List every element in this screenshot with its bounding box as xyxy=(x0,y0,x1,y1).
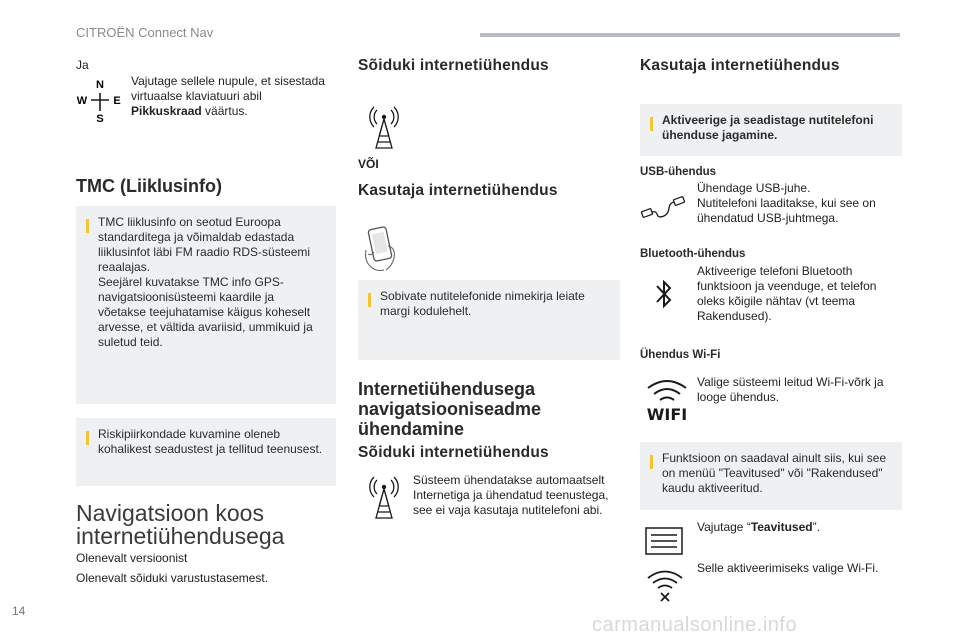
share-connection-box xyxy=(640,104,902,156)
bluetooth-label: Bluetooth-ühendus xyxy=(640,248,746,260)
header-divider xyxy=(480,33,900,37)
note-marker xyxy=(650,455,653,469)
function-availability-text: Funktsioon on saadaval ainult siis, kui see on menüü "Teavitused" või "Rakendused" kaudu aktiveeritud. xyxy=(662,451,887,495)
smartphone-hand-icon xyxy=(362,224,402,274)
vehicle-connection-heading-2: Sõiduki internetiühendus xyxy=(358,444,549,461)
compass-n: N xyxy=(96,79,104,91)
connecting-nav-heading: Internetiühendusega navigatsiooniseadme ühendamine xyxy=(358,379,542,439)
equipment-note: Olenevalt sõiduki varustustasemest. xyxy=(76,571,269,585)
note-marker xyxy=(650,117,653,131)
risk-zones-box xyxy=(76,418,336,486)
compass-s: S xyxy=(96,113,104,124)
connected-nav-heading: Navigatsioon koos internetiühendusega xyxy=(76,500,285,549)
ja-text: Ja xyxy=(76,58,89,72)
usb-label: USB-ühendus xyxy=(640,166,717,178)
antenna-icon-2 xyxy=(366,474,402,520)
note-marker xyxy=(86,431,89,445)
compatible-phones-box xyxy=(358,280,620,360)
user-connection-heading: Kasutaja internetiühendus xyxy=(358,182,558,199)
bluetooth-text: Aktiveerige telefoni Bluetooth funktsioon ja veenduge, et telefon oleks kõigile nähtav (vt teema Rakendused). xyxy=(697,264,877,323)
compass-icon xyxy=(76,76,124,124)
tmc-info-text: TMC liiklusinfo on seotud Euroopa standarditega ja võimaldab edastada liiklusinfot läbi FM raadio RDS-süsteemi reaalajas. Seejärel kuvatakse TMC info GPS- navigatsioonisüsteemi kaardile ja võetakse teejuhatamise käigus koheselt arvesse, et vältida avariisid, ummikuid ja suletud teid. xyxy=(98,215,313,349)
vehicle-connection-heading: Sõiduki internetiühendus xyxy=(358,57,549,74)
share-connection-text: Aktiveerige ja seadistage nutitelefoni ühenduse jagamine. xyxy=(662,113,874,142)
risk-zones-text: Riskipiirkondade kuvamine oleneb kohalikest seadustest ja tellitud teenusest. xyxy=(98,427,323,456)
wifi-text: Valige süsteemi leitud Wi-Fi-võrk ja looge ühendus. xyxy=(697,375,884,404)
version-note: Olenevalt versioonist xyxy=(76,551,188,565)
note-marker xyxy=(368,293,371,307)
compass-w: W xyxy=(76,95,88,107)
wifi-icon-label: WIFI xyxy=(646,405,688,422)
vehicle-connection-text: Süsteem ühendatakse automaatselt Internetiga ja ühendatud teenustega, see ei vaja kasutaja nutitelefoni abi. xyxy=(413,473,609,517)
notifications-text: Vajutage “Teavitused”. xyxy=(697,520,820,534)
or-label: VÕI xyxy=(358,157,379,171)
note-marker xyxy=(86,219,89,233)
compatible-phones-text: Sobivate nutitelefonide nimekirja leiate margi kodulehelt. xyxy=(380,289,585,318)
watermark: carmanualsonline.info xyxy=(592,614,798,636)
tmc-info-box xyxy=(76,206,336,404)
wifi-off-icon xyxy=(645,568,685,602)
manual-title: CITROËN Connect Nav xyxy=(76,25,214,40)
compass-description: Vajutage sellele nupule, et sisestada virtuaalse klaviatuuri abil Pikkuskraad väärtus. xyxy=(131,74,325,118)
page-number: 14 xyxy=(12,604,26,618)
antenna-icon xyxy=(366,104,402,150)
bluetooth-icon xyxy=(652,276,676,312)
wifi-icon xyxy=(642,376,692,422)
usb-cable-icon xyxy=(640,190,686,226)
user-connection-heading-right: Kasutaja internetiühendus xyxy=(640,57,840,74)
usb-text: Ühendage USB-juhe. Nutitelefoni laaditakse, kui see on ühendatud USB-juhtmega. xyxy=(697,181,876,225)
wifi-label: Ühendus Wi-Fi xyxy=(640,349,721,361)
wifi-activate-text: Selle aktiveerimiseks valige Wi-Fi. xyxy=(697,561,879,575)
tmc-heading: TMC (Liiklusinfo) xyxy=(76,176,222,196)
compass-e: E xyxy=(113,95,121,107)
notifications-icon xyxy=(645,527,685,555)
function-availability-box xyxy=(640,442,902,510)
